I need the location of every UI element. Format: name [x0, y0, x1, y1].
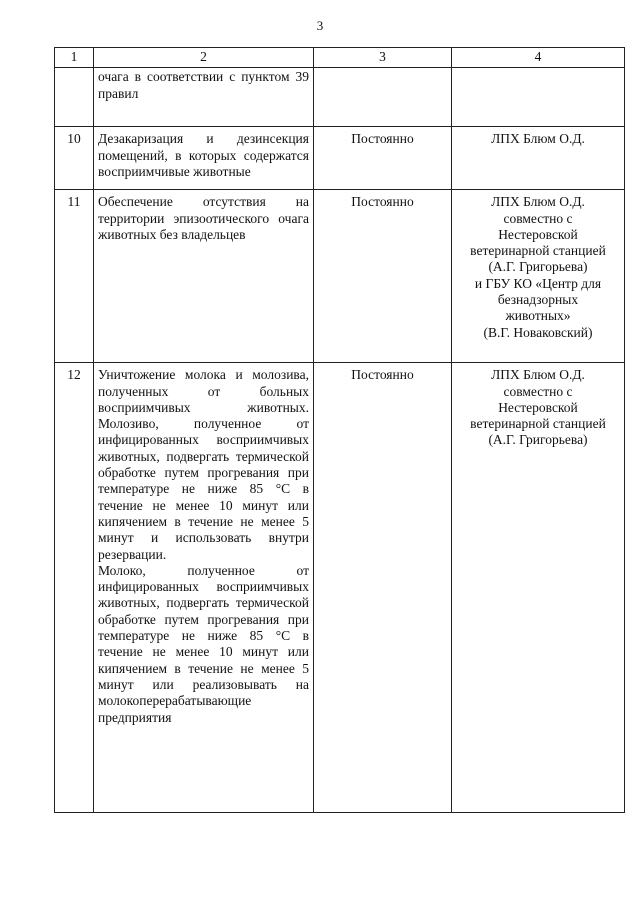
action-text: Молоко, полученное от инфицированных восприимчивых животных, подвергать термической обработке путем прогревания при температуре не ниже 85 °С в течение не менее 10 минут или кипячением в течение не менее 5 минут или реализовывать на молокоперерабатывающие предприятия: [98, 562, 309, 725]
table-row-12: [55, 363, 625, 813]
row-number-cell: [55, 68, 94, 127]
header-col-4: 4: [452, 48, 625, 68]
header-row: [55, 48, 625, 68]
row-number-cell: 10: [55, 127, 94, 190]
responsible-line: Нестеровской: [498, 226, 578, 242]
responsible-line: ЛПХ Блюм О.Д.: [491, 131, 585, 147]
responsible-cell: [452, 68, 625, 127]
responsible-line: безнадзорных: [497, 292, 579, 308]
responsible-line: ЛПХ Блюм О.Д.: [491, 367, 585, 383]
action-text: очага в соответствии с пунктом 39 правил: [98, 69, 309, 101]
responsible-cell: [452, 363, 625, 813]
action-text: Уничтожение молока и молозива, полученных от больных восприимчивых животных. Молозиво, полученное от инфицированных восприимчивых животных, подвергать термической обработке путем прогревания при температуре не ниже 85 °С в течение не менее 10 минут или кипячением в течение не менее 5 минут и использовать внутри резервации.: [98, 367, 309, 562]
responsible-line: (А.Г. Григорьева): [488, 259, 588, 275]
responsible-line: совместно с: [503, 383, 573, 399]
period-cell: [314, 68, 452, 127]
header-col-1: 1: [55, 48, 94, 68]
period-cell: Постоянно: [314, 363, 452, 813]
period-cell: Постоянно: [314, 190, 452, 363]
responsible-line: (А.Г. Григорьева): [488, 432, 588, 448]
table-row-10: [55, 127, 625, 190]
action-text: Дезакаризация и дезинсекция помещений, в которых содержатся восприимчивые животные: [98, 131, 309, 179]
responsible-line: совместно с: [503, 210, 573, 226]
action-cell: [94, 363, 314, 813]
responsible-line: ветеринарной станцией: [470, 243, 606, 259]
responsible-line: ЛПХ Блюм О.Д.: [491, 194, 585, 210]
action-cell: [94, 127, 314, 190]
action-text: Обеспечение отсутствия на территории эпизоотического очага животных без владельцев: [98, 194, 309, 242]
measures-table: [54, 47, 625, 813]
action-cell: [94, 68, 314, 127]
responsible-cell: [452, 190, 625, 363]
header-col-2: 2: [94, 48, 314, 68]
period-cell: Постоянно: [314, 127, 452, 190]
page-number: 3: [316, 18, 324, 33]
responsible-line: (В.Г. Новаковский): [483, 324, 593, 340]
action-cell: [94, 190, 314, 363]
responsible-line: животных»: [505, 308, 571, 324]
responsible-line: Нестеровской: [498, 399, 578, 415]
responsible-cell: [452, 127, 625, 190]
table-row-continuation: [55, 68, 625, 127]
responsible-line: ветеринарной станцией: [470, 416, 606, 432]
header-col-3: 3: [314, 48, 452, 68]
row-number-cell: 12: [55, 363, 94, 813]
row-number-cell: 11: [55, 190, 94, 363]
responsible-line: и ГБУ КО «Центр для: [474, 275, 602, 291]
table-row-11: [55, 190, 625, 363]
